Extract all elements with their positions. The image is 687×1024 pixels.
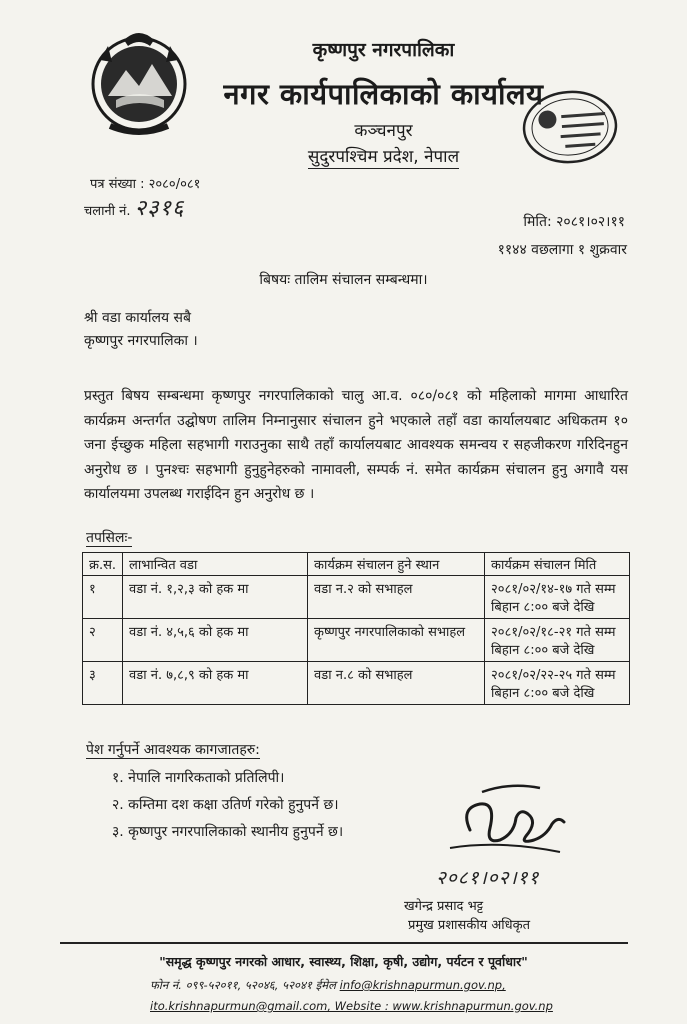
row-date: २०८१/०२/२२-२५ गते सम्म बिहान ८:०० बजे देखि: [485, 662, 630, 705]
date-lagat: ११४४ वछलागा १ शुक्रवार: [497, 242, 627, 258]
row-ward: वडा नं. १,२,३ को हक मा: [123, 576, 308, 619]
footer-contact: फोन नं. ०९९-५२०११, ५२०४६, ५२०४१ ईमेल info@krishnapurmun.gov.np,: [150, 978, 506, 992]
email-link[interactable]: info@krishnapurmun.gov.np,: [339, 978, 506, 992]
municipality-name: कृष्णपुर नगरपालिका: [312, 39, 455, 61]
table-header-row: [83, 553, 630, 576]
footer-divider: [60, 942, 628, 944]
table-row: [83, 619, 630, 662]
recipient-line-1: श्री वडा कार्यालय सबै: [84, 310, 191, 326]
requirement-item: १. नेपालि नागरिकताको प्रतिलिपी।: [112, 770, 285, 786]
table-row: [83, 662, 630, 705]
row-venue: वडा न.८ को सभाहल: [308, 662, 485, 705]
row-venue: वडा न.२ को सभाहल: [308, 576, 485, 619]
office-name: नगर कार्यपालिकाको कार्यालय: [223, 77, 544, 111]
row-date: २०८१/०२/१८-२१ गते सम्म बिहान ८:०० बजे देखि: [485, 619, 630, 662]
letter-body: प्रस्तुत बिषय सम्बन्धमा कृष्णपुर नगरपालिकाको चालु आ.व. ०८०/०८१ को महिलाको मागमा आधारित कार्यक्रम अन्तर्गत उद्घोषण तालिम निम्नानुसार संचालन हुने भएकाले तहाँ वडा कार्यालयबाट अधिकतम १० जना ईच्छुक महिला सहभागी गराउनुका साथै तहाँ कार्यालयबाट आवश्यक समन्वय र सहजीकरण गरिदिनहुन अनुरोध छ । पुनश्चः सहभागी हुनुहुनेहरुको नामावली, सम्पर्क नं. समेत कार्यक्रम संचालन हुनु अगावै यस कार्यालयमा उपलब्ध गराईदिन हुन अनुरोध छ ।: [84, 388, 628, 502]
table-row: [83, 576, 630, 619]
website-link[interactable]: ito.krishnapurmun@gmail.com, Website : www.krishnapurmun.gov.np: [150, 999, 553, 1013]
row-sn: २: [83, 619, 123, 662]
chalani-handwritten: २३१६: [134, 196, 185, 221]
signature-date: २०८१।०२।११: [436, 867, 540, 889]
signature: [430, 778, 580, 878]
office-stamp: [517, 85, 622, 170]
letter-subject: बिषयः तालिम संचालन सम्बन्धमा।: [259, 272, 428, 288]
row-ward: वडा नं. ४,५,६ को हक मा: [123, 619, 308, 662]
schedule-title: तपसिलः-: [86, 530, 133, 546]
signatory-title: प्रमुख प्रशासकीय अधिकृत: [408, 918, 531, 933]
row-date: २०८१/०२/१४-१७ गते सम्म बिहान ८:०० बजे देखि: [485, 576, 630, 619]
district-name: कञ्चनपुर: [354, 121, 413, 141]
recipient-line-2: कृष्णपुर नगरपालिका ।: [84, 333, 198, 349]
header-sn: क्र.स.: [83, 553, 123, 576]
header-date: कार्यक्रम संचालन मिति: [485, 553, 630, 576]
signatory-name: खगेन्द्र प्रसाद भट्ट: [404, 899, 484, 914]
province-name: सुदुरपश्चिम प्रदेश, नेपाल: [307, 147, 460, 167]
header-venue: कार्यक्रम संचालन हुने स्थान: [308, 553, 485, 576]
patra-sankhya: पत्र संख्या : २०८०/०८१: [90, 177, 201, 192]
schedule-table: [82, 552, 630, 705]
row-ward: वडा नं. ७,८,९ को हक मा: [123, 662, 308, 705]
date-miti: मिति: २०८१।०२।११: [523, 214, 625, 230]
requirements-title: पेश गर्नुपर्ने आवश्यक कागजातहरु:: [86, 742, 260, 758]
requirement-item: ३. कृष्णपुर नगरपालिकाको स्थानीय हुनुपर्ने छ।: [112, 824, 344, 840]
row-venue: कृष्णपुर नगरपालिकाको सभाहल: [308, 619, 485, 662]
requirement-item: २. कम्तिमा दश कक्षा उतिर्ण गरेको हुनुपर्ने छ।: [112, 797, 339, 813]
row-sn: १: [83, 576, 123, 619]
header-ward: लाभान्वित वडा: [123, 553, 308, 576]
row-sn: ३: [83, 662, 123, 705]
footer-motto: "समृद्ध कृष्णपुर नगरको आधार, स्वास्थ्य, शिक्षा, कृषी, उद्योग, पर्यटन र पूर्वाधार": [159, 954, 528, 969]
chalani-number: चलानी नं. २३१६: [84, 196, 185, 221]
